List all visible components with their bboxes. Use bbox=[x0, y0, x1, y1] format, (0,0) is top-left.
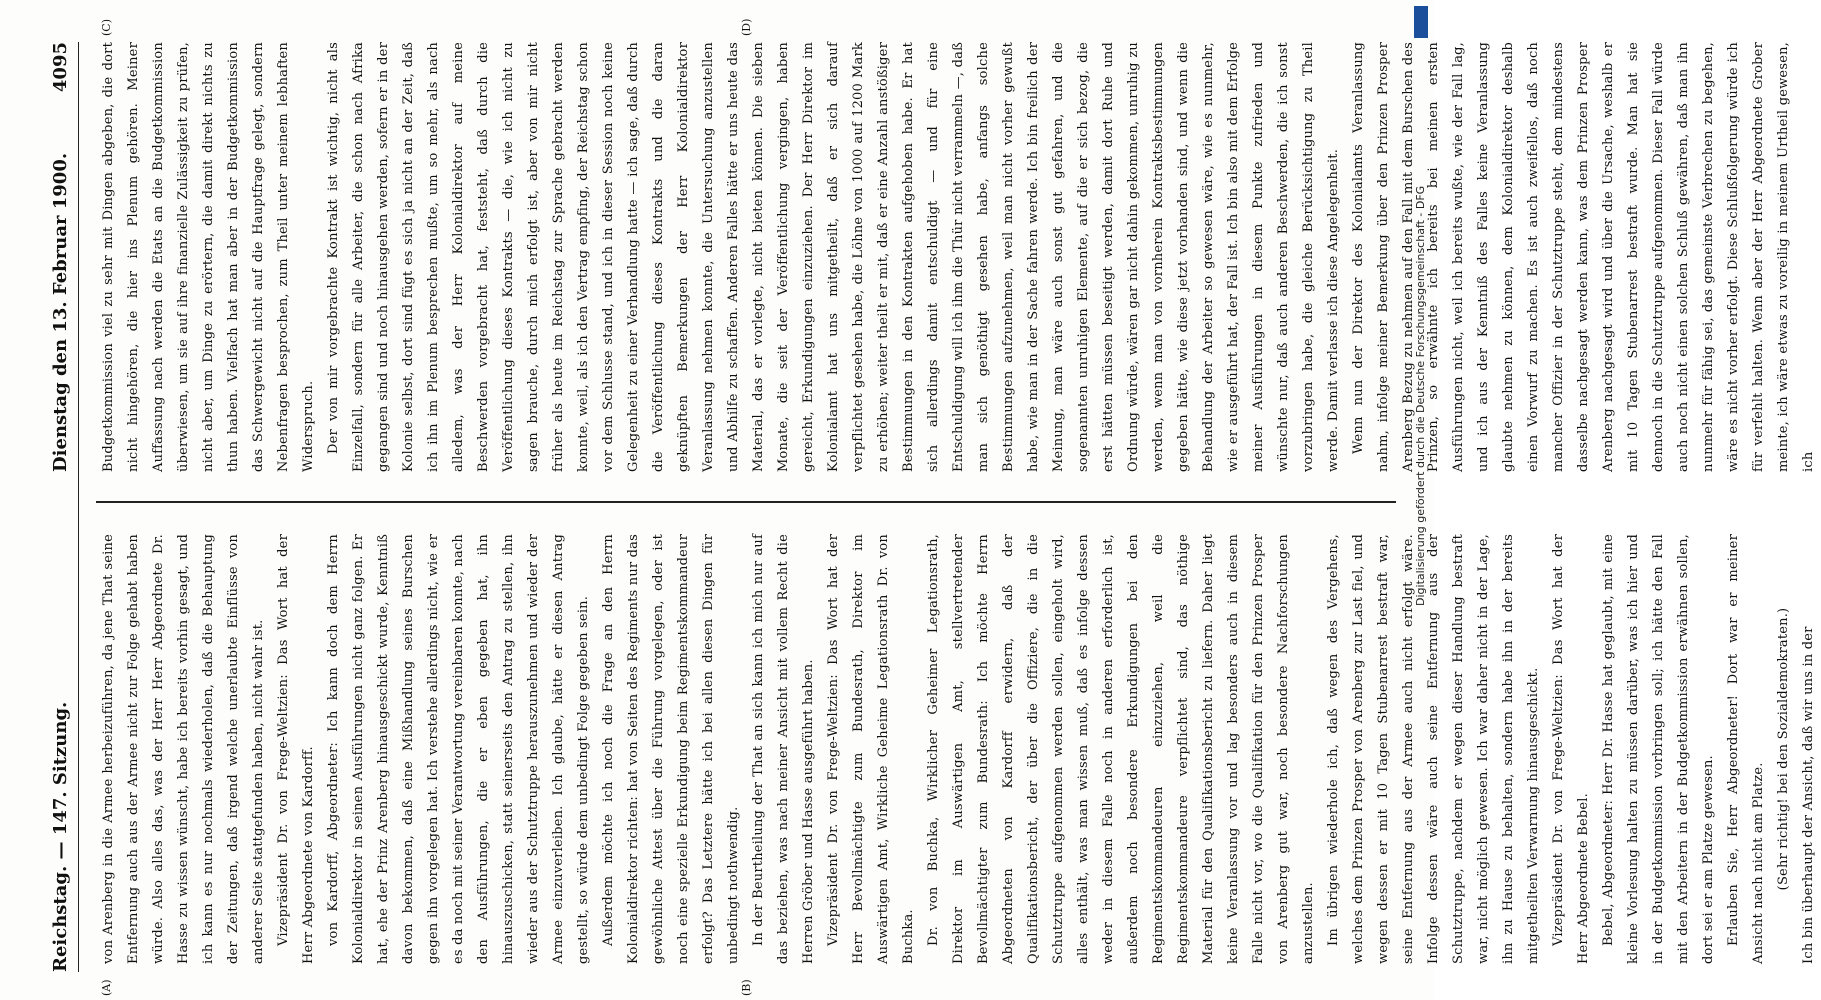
header-date: Dienstag den 13. Februar 1900. bbox=[50, 152, 71, 472]
margin-marker-b: (B) bbox=[740, 979, 753, 996]
dfg-logo-icon bbox=[1414, 6, 1428, 38]
paragraph: Vizepräsident Dr. von Frege-Weltzien: Das Wort hat der Herr Abgeordnete von Kardorff. bbox=[276, 534, 316, 964]
paragraph: Bebel, Abgeordneter: Herr Dr. Hasse hat geglaubt, mit eine kleine Vorlesung halten zu müssen darüber, was ich hier und in der Budgetkommission vorbringen soll; ich hätte den Fall mit den Arbeitern in der Budgetkommission erwähnen sollen, dort sei er am Platze gewesen. bbox=[1601, 534, 1716, 964]
paragraph: Vizepräsident Dr. von Frege-Weltzien: Das Wort hat der Herr Abgeordnete Bebel. bbox=[1551, 534, 1591, 964]
page-number: 4095 bbox=[50, 42, 71, 93]
paragraph: Der von mir vorgebrachte Kontrakt ist wichtig, nicht als Einzelfall, sondern für alle Arbeiter, die schon nach Afrika gegangen sind und noch hinausgehen werden, sofern er in der Kolonie selbst, dort sind fügt es sich ja nicht an der Zeit, daß ich ihn im Plenum besprechen mußte, um so mehr, als nach alledem, was der Herr Kolonialdirektor auf meine Beschwerden vorgebracht hat, feststeht, daß durch die Veröffentlichung dieses Kontrakts — die, wie ich nicht zu sagen brauche, durch mich erfolgt ist, aber von mir nicht früher als heute im Reichstag zur Sprache gebracht werden konnte, weil, als ich den Vertrag empfing, der Reichstag schon vor dem Schlusse stand, und ich in dieser Session noch keine Gelegenheit zu einer Verhandlung hatte — ich sage, daß durch die Veröffentlichung dieses Kontrakts und die daran geknüpften Bemerkungen der Herr Kolonialdirektor Veranlassung nehmen konnte, die Untersuchung anzustellen und Abhilfe zu schaffen. Anderen Falles hätte er uns heute das Material, das er vorlegte, nicht bieten können. Die sieben Monate, die seit der Veröffentlichung vergingen, haben gereicht, Erkundigungen einzuziehen. Der Herr Direktor im Kolonialamt hat uns mitgetheilt, daß er sich darauf verpflichtet gesehen habe, die Löhne von 1000 auf 1200 Mark zu erhöhen; weiter theilt er mit, daß er eine Anzahl anstößiger Bestimmungen in den Kontrakten aufgehoben habe. Er hat sich allerdings damit entschuldigt — und für eine Entschuldigung will ich ihm die Thür nicht verrammeln —, daß man sich genöthigt gesehen habe, anfangs solche Bestimmungen aufzunehmen, weil man nicht vorher gewußt habe, wie man in der Sache fahren werde. Ich bin freilich der Meinung, man wäre auch sonst gut gefahren, und die sogenannten unruhigen Elemente, auf die er sich bezog, die erst hätten müssen beseitigt werden, damit dort Ruhe und Ordnung würde, wären gar nicht dahin gekommen, unruhig zu werden, wenn man von vornherein Kontraktsbestimmungen gegeben hätte, wie diese jetzt vorhanden sind, und wenn die Behandlung der Arbeiter so gewesen wäre, wie es nunmehr, wie er ausgeführt hat, der Fall ist. Ich bin also mit dem Erfolge meiner Ausführungen in diesem Punkte zufrieden und wünschte nur, daß auch anderen Beschwerden, die ich sonst vorzubringen habe, die gleiche Berücksichtigung zu Theil werde. Damit verlasse ich diese Angelegenheit. bbox=[326, 42, 1341, 472]
column-divider bbox=[96, 502, 1396, 504]
margin-marker-a: (A) bbox=[100, 979, 113, 996]
page-header bbox=[44, 42, 79, 972]
digitization-credit: Digitalisierung gefördert durch die Deutsche Forschungsgemeinschaft - DFG bbox=[1414, 185, 1427, 606]
paragraph: Außerdem möchte ich noch die Frage an den Herrn Kolonialdirektor richten: hat von Seiten des Regiments nur das gewöhnliche Attest über die Führung vorgelegen, oder ist noch eine spezielle Erkundigung beim Regimentskommandeur erfolgt? Das Letztere hätte ich bei allen diesen Dingen für unbedingt nothwendig. bbox=[601, 534, 741, 964]
paragraph: Erlauben Sie, Herr Abgeordneter! Dort war er meiner Ansicht nach nicht am Platze. bbox=[1726, 534, 1766, 964]
paragraph: Budgetkommission viel zu sehr mit Dingen abgeben, die dort nicht hingehören, die hier ins Plenum gehören. Meiner Auffassung nach werden die Etats an die Budgetkommission überwiesen, um sie auf ihre finanzielle Zulässigkeit zu prüfen, nicht aber, um Dinge zu erörtern, die damit direkt nichts zu thun haben. Vielfach hat man aber in der Budgetkommission das Schwergewicht nicht auf die Hauptfrage gelegt, sondern Nebenfragen besprochen, zum Theil unter meinem lebhaften Widerspruch. bbox=[101, 42, 316, 472]
paragraph: Im übrigen wiederhole ich, daß wegen des Vergehens, welches dem Prinzen Prosper von Arenberg zur Last fiel, und wegen dessen er mit 10 Tagen Stubenarrest bestraft war, seine Entfernung aus der Armee auch nicht erfolgt wäre. Infolge dessen wäre auch seine Entfernung aus der Schutztruppe, nachdem er wegen dieser Handlung bestraft war, nicht möglich gewesen. Ich war daher nicht in der Lage, ihn zu Hause zu behalten, sondern habe ihn in der bereits mitgetheilten Verwarnung hinausgeschickt. bbox=[1326, 534, 1541, 964]
paragraph: Ich bin überhaupt der Ansicht, daß wir uns in der bbox=[1801, 626, 1816, 964]
paragraph: von Arenberg in die Armee herbeizuführen, da jene That seine Entfernung auch aus der Armee nicht zur Folge gehabt haben würde. Also alles das, was der Herr Herr Abgeordnete Dr. Hasse zu wissen wünscht, habe ich bereits vorhin gesagt, und ich kann es nur nochmals wiederholen, daß die Behauptung der Zeitungen, daß irgend welche unerlaubte Einflüsse von anderer Seite stattgefunden haben, nicht wahr ist. bbox=[101, 534, 266, 964]
left-column bbox=[96, 534, 1816, 964]
paragraph: Wenn nun der Direktor des Kolonialamts Veranlassung nahm, infolge meiner Bemerkung über den Prinzen Prosper Arenberg Bezug zu nehmen auf den Fall mit dem Burschen des Prinzen, so erwähnte ich bereits bei meinen ersten Ausführungen nicht, weil ich bereits wußte, wie der Fall lag, und ich aus der Kenntniß des Falles keine Veranlassung glaubte nehmen zu können, dem Kolonialdirektor deshalb einen Vorwurf zu machen. Es ist auch zweifellos, daß noch mancher Offizier in der Schutztruppe steht, dem mindestens dasselbe nachgesagt werden kann, was dem Prinzen Prosper Arenberg nachgesagt wird und über die Ursache, weshalb er mit 10 Tagen Stubenarrest bestraft wurde. Man hat sie dennoch in die Schutztruppe aufgenommen. Dieser Fall würde auch noch nicht einen solchen Schluß gewähren, daß man ihn nunmehr für fähig sei, das gemeinste Verbrechen zu begehen, wäre es nicht vorher erfolgt. Diese Schlußfolgerung würde ich für verfehlt halten. Wenn aber der Herr Abgeordnete Grober meinte, ich wäre etwas zu voreilig in meinem Urtheil gewesen, ich bbox=[1351, 42, 1816, 472]
margin-marker-d: (D) bbox=[740, 18, 753, 36]
margin-marker-c: (C) bbox=[100, 19, 113, 36]
paragraph: Dr. von Buchka, Wirklicher Geheimer Legationsrath, Direktor im Auswärtigen Amt, stellvertretender Bevollmächtigter zum Bundesrath: Ich möchte Herrn Abgeordneten von Kardorff erwidern, daß der Qualifikationsbericht, der über die Offiziere, die in die Schutztruppe aufgenommen werden sollen, eingeholt wird, alles enthält, was man wissen muß, daß es infolge dessen weder in diesem Falle noch in anderen erforderlich ist, außerdem noch besondere Erkundigungen bei den Regimentskommandeuren einzuziehen, weil die Regimentskommandeure verpflichtet sind, das nöthige Material für den Qualifikationsbericht zu liefern. Daher liegt keine Veranlassung vor und lag besonders auch in diesem Falle nicht vor, wo die Qualifikation für den Prinzen Prosper von Arenberg gut war, noch besondere Nachforschungen anzustellen. bbox=[926, 534, 1316, 964]
paragraph: Vizepräsident Dr. von Frege-Weltzien: Das Wort hat der Herr Bevollmächtigte zum Bundesrath, Direktor im Auswärtigen Amt, Wirkliche Geheime Legationsrath Dr. von Buchka. bbox=[826, 534, 916, 964]
paragraph: (Sehr richtig! bei den Sozialdemokraten.) bbox=[1776, 607, 1791, 891]
digitization-stamp bbox=[1414, 6, 1428, 646]
header-session: Reichstag. — 147. Sitzung. bbox=[50, 701, 71, 972]
paragraph: von Kardorff, Abgeordneter: Ich kann doch dem Herrn Kolonialdirektor in seinen Ausführungen nicht ganz folgen. Er hat, ehe der Prinz Arenberg hinausgeschickt wurde, Kenntniß davon bekommen, daß eine Mißhandlung seines Burschen gegen ihn vorgelegen hat. Ich verstehe allerdings nicht, wie er es da noch mit seiner Verantwortung vereinbaren konnte, nach den Ausführungen, die er eben gegeben hat, ihn hinauszuschicken, statt seinerseits den Antrag zu stellen, ihn wieder aus der Schutztruppe herauszunehmen und wieder der Armee einzuverleiben. Ich glaube, hätte er diesen Antrag gestellt, so würde dem unbedingt Folge gegeben sein. bbox=[326, 534, 591, 964]
paragraph: In der Beurtheilung der That an sich kann ich mich nur auf das beziehen, was nach meiner Ansicht mit vollem Recht die Herren Gröber und Hasse ausgeführt haben. bbox=[751, 534, 816, 964]
